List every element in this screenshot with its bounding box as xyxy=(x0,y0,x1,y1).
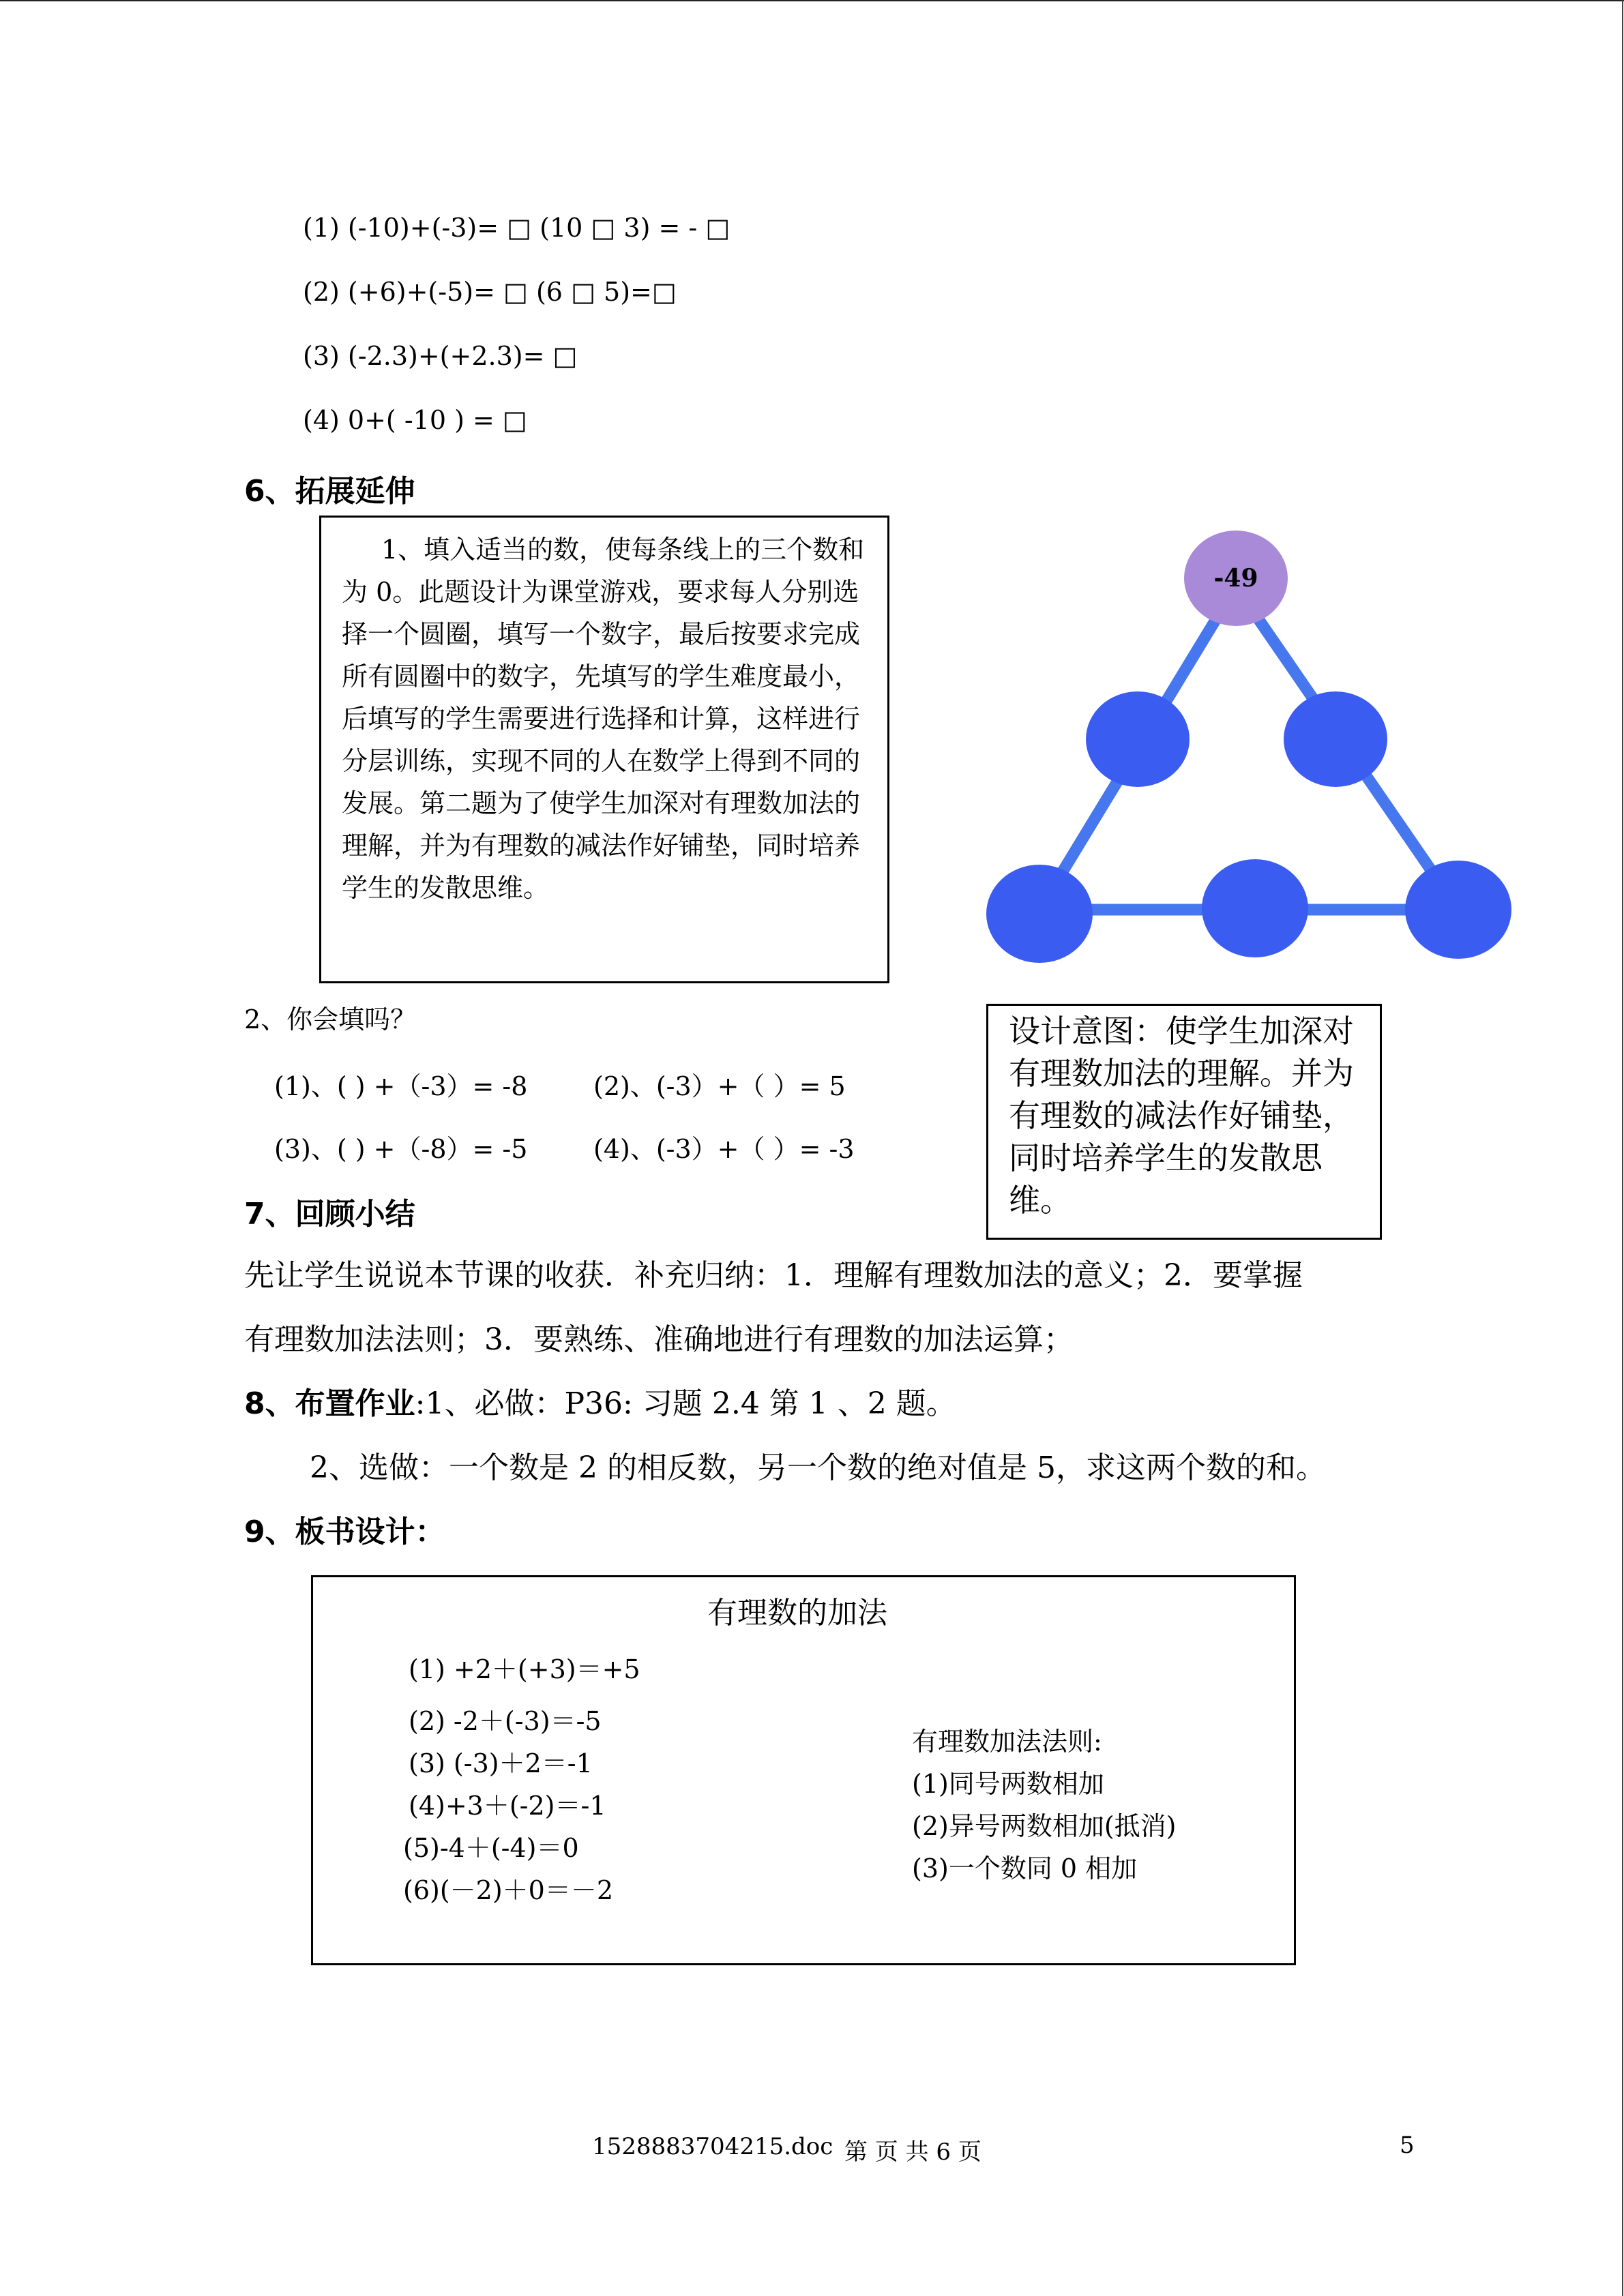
footer-page-text: 第 页 共 6 页 xyxy=(844,2138,981,2166)
triangle-left-middle-circle xyxy=(1086,691,1190,787)
homework-required: :1、必做：P36: 习题 2.4 第 1 、2 题。 xyxy=(415,1386,956,1421)
homework-line xyxy=(244,1379,956,1422)
triangle-top-value: -49 xyxy=(1213,564,1258,593)
equation-line: (4) 0+( -10 ) = □ xyxy=(303,405,527,435)
page-top-border xyxy=(0,0,1624,1)
fill-in-title: 2、你会填吗？ xyxy=(244,1004,417,1034)
number-triangle-diagram xyxy=(975,525,1548,968)
footer-page-number: 5 xyxy=(1400,2132,1415,2159)
fill-in-item: (1)、( ) +（-3）= -8 xyxy=(274,1071,528,1101)
triangle-right-middle-circle xyxy=(1284,691,1387,787)
triangle-bottom-middle-circle xyxy=(1202,859,1308,957)
equation-line: (3) (-2.3)+(+2.3)= □ xyxy=(303,341,578,371)
triangle-bottom-left-circle xyxy=(986,865,1093,963)
section-heading-9: 9、板书设计： xyxy=(244,1515,445,1549)
board-example: (6)(－2)＋0＝－2 xyxy=(403,1875,614,1905)
board-example: (4)+3＋(-2)＝-1 xyxy=(409,1791,606,1821)
design-intent-box xyxy=(986,1004,1382,1240)
board-example: (2) -2＋(-3)＝-5 xyxy=(409,1706,602,1736)
board-rule: (1)同号两数相加 xyxy=(912,1769,1104,1799)
activity-description-text: 1、填入适当的数，使每条线上的三个数和为 0。此题设计为课堂游戏，要求每人分别选择一个圆圈，填写一个数字，最后按要求完成所有圆圈中的数字，先填写的学生难度最小，后填写的学生需要进行选择和计算，这样进行分层训练，实现不同的人在数学上得到不同的发展。第二题为了使学生加深对有理数加法的理解，并为有理数的减法作好铺垫，同时培养学生的发散思维。 xyxy=(342,535,865,903)
summary-line: 先让学生说说本节课的收获．补充归纳：1．理解有理数加法的意义；2．要掌握 xyxy=(244,1258,1303,1293)
board-rule: (3)一个数同 0 相加 xyxy=(912,1853,1138,1883)
fill-in-item: (3)、( ) +（-8）= -5 xyxy=(274,1134,528,1164)
board-rule: (2)异号两数相加(抵消) xyxy=(912,1811,1177,1841)
equation-line: (1) (-10)+(-3)= □ (10 □ 3) = - □ xyxy=(303,213,730,243)
homework-optional: 2、选做：一个数是 2 的相反数，另一个数的绝对值是 5，求这两个数的和。 xyxy=(310,1450,1326,1485)
triangle-bottom-right-circle xyxy=(1405,861,1511,959)
fill-in-item: (4)、(-3）+（ ）= -3 xyxy=(593,1134,855,1164)
summary-line: 有理数加法法则；3．要熟练、准确地进行有理数的加法运算； xyxy=(244,1322,1074,1357)
board-title: 有理数的加法 xyxy=(707,1596,887,1630)
board-example: (5)-4＋(-4)＝0 xyxy=(403,1833,579,1863)
footer-filename: 1528883704215.doc xyxy=(592,2133,833,2160)
section-heading-6: 6、拓展延伸 xyxy=(244,474,415,509)
blackboard-design-box xyxy=(311,1575,1296,1965)
board-example: (1) +2＋(+3)＝+5 xyxy=(409,1654,640,1684)
page-right-border xyxy=(1622,0,1623,2296)
fill-in-item: (2)、(-3）+（ ）= 5 xyxy=(593,1071,846,1101)
design-intent-text: 设计意图：使学生加深对有理数加法的理解。并为有理数的减法作好铺垫，同时培养学生的发散思维。 xyxy=(1009,1013,1354,1219)
activity-description-box xyxy=(319,516,889,983)
equation-line: (2) (+6)+(-5)= □ (6 □ 5)=□ xyxy=(303,277,677,307)
board-rules-title: 有理数加法法则: xyxy=(912,1727,1102,1757)
board-example: (3) (-3)＋2＝-1 xyxy=(409,1748,593,1778)
section-heading-8: 8、布置作业 xyxy=(244,1386,415,1421)
section-heading-7: 7、回顾小结 xyxy=(244,1197,415,1232)
